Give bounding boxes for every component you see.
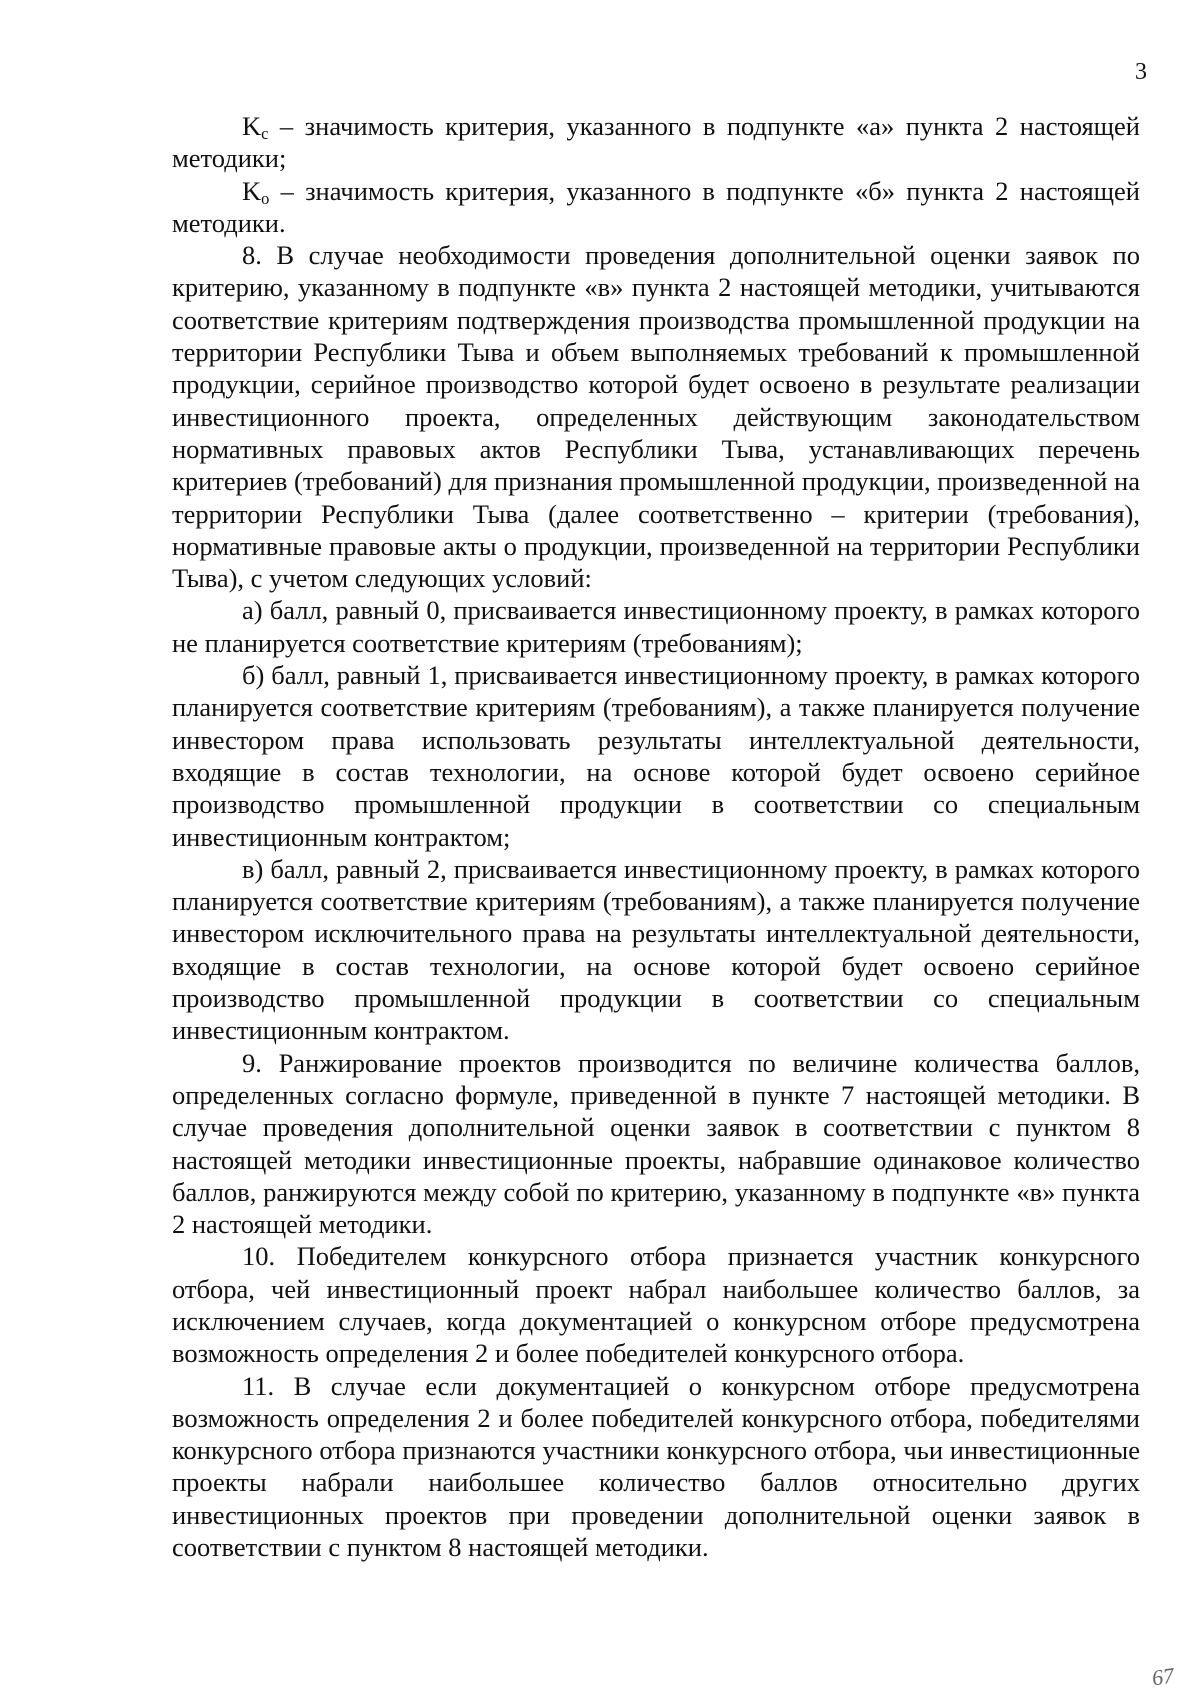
page-number: 3 bbox=[1135, 59, 1147, 85]
paragraph-item-10: 10. Победителем конкурсного отбора признается участник конкурсного отбора, чей инвестиционный проект набрал наибольшее количество баллов, за исключением случаев, когда документацией о конкурсном отборе предусмотрена возможность определения 2 и более победителей конкурсного отбора. bbox=[172, 1241, 1140, 1369]
paragraph-item-8: 8. В случае необходимости проведения дополнительной оценки заявок по критерию, указанному в подпункте «в» пункта 2 настоящей методики, учитываются соответствие критериям подтверждения производства промышленной продукции на территории Республики Тыва и объем выполняемых требований к промышленной продукции, серийное производство которой будет освоено в результате реализации инвестиционного проекта, определенных действующим законодательством нормативных правовых актов Республики Тыва, устанавливающих перечень критериев (требований) для признания промышленной продукции, произведенной на территории Республики Тыва (далее соответственно – критерии (требования), нормативные правовые акты о продукции, произведенной на территории Республики Тыва), с учетом следующих условий: bbox=[172, 240, 1140, 594]
paragraph-item-11: 11. В случае если документацией о конкурсном отборе предусмотрена возможность определения 2 и более победителей конкурсного отбора, победителями конкурсного отбора признаются участники конкурсного отбора, чьи инвестиционные проекты набрали наибольшее количество баллов относительно других инвестиционных проектов при проведении дополнительной оценки заявок в соответствии с пунктом 8 настоящей методики. bbox=[172, 1370, 1140, 1563]
document-body bbox=[172, 110, 1140, 1563]
symbol-kc: $K_c$ bbox=[242, 111, 269, 144]
paragraph-subitem-v: в) балл, равный 2, присваивается инвестиционному проекту, в рамках которого планируется соответствие критериям (требованиям), а также планируется получение инвестором исключительного права на результаты интеллектуальной деятельности, входящие в состав технологии, на основе которой будет освоено серийное производство промышленной продукции в соответствии со специальным инвестиционным контрактом. bbox=[172, 853, 1140, 1046]
paragraph-item-9: 9. Ранжирование проектов производится по величине количества баллов, определенных согласно формуле, приведенной в пункте 7 настоящей методики. В случае проведения дополнительной оценки заявок в соответствии с пунктом 8 настоящей методики инвестиционные проекты, набравшие одинаковое количество баллов, ранжируются между собой по критерию, указанному в подпункте «в» пункта 2 настоящей методики. bbox=[172, 1047, 1140, 1240]
paragraph-kc-definition: $K_c$ – значимость критерия, указанного в подпункте «а» пункта 2 настоящей методики; bbox=[172, 111, 1140, 174]
paragraph-ko-definition: $K_о$ – значимость критерия, указанного в подпункте «б» пункта 2 настоящей методики. bbox=[172, 175, 1140, 238]
paragraph-subitem-b: б) балл, равный 1, присваивается инвестиционному проекту, в рамках которого планируется соответствие критериям (требованиям), а также планируется получение инвестором права использовать результаты интеллектуальной деятельности, входящие в состав технологии, на основе которой будет освоено серийное производство промышленной продукции в соответствии со специальным инвестиционным контрактом; bbox=[172, 660, 1140, 852]
symbol-ko: $K_о$ bbox=[242, 175, 270, 208]
handwritten-page-mark: 67 bbox=[1150, 1662, 1176, 1691]
paragraph-subitem-a: а) балл, равный 0, присваивается инвестиционному проекту, в рамках которого не планируется соответствие критериям (требованиям); bbox=[172, 595, 1140, 658]
